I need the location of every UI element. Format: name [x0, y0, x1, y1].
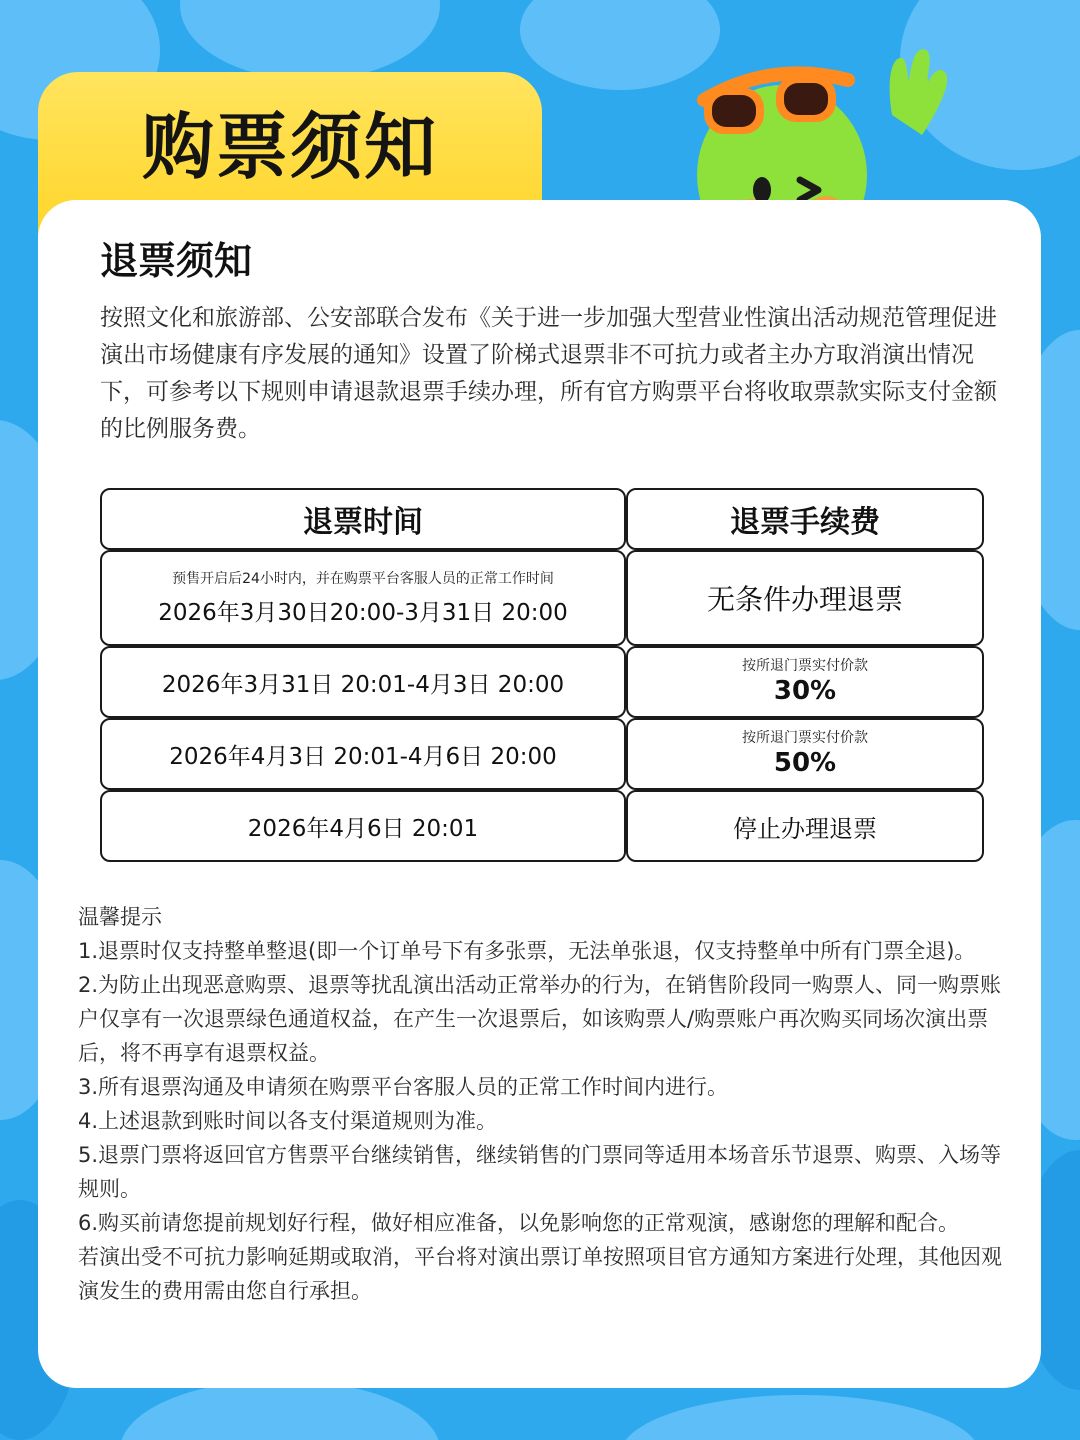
table-row-fee	[626, 718, 984, 790]
tip-item: 2.为防止出现恶意购票、退票等扰乱演出活动正常举办的行为，在销售阶段同一购票人、同一购票账户仅享有一次退票绿色通道权益，在产生一次退票后，如该购票人/购票账户再次购买同场次演出票后，将不再享有退票权益。	[78, 973, 1002, 1065]
table-row-fee	[626, 550, 984, 646]
fee-value: 无条件办理退票	[706, 583, 903, 616]
header-label: 退票手续费	[730, 505, 880, 540]
header-label: 退票时间	[303, 505, 423, 540]
time-range: 2026年3月30日20:00-3月31日 20:00	[158, 599, 568, 626]
tip-item: 1.退票时仅支持整单整退(即一个订单号下有多张票，无法单张退，仅支持整单中所有门票全退)。	[78, 939, 976, 963]
table-row-time	[100, 646, 626, 718]
table-row-fee	[626, 790, 984, 862]
table-row-time	[100, 718, 626, 790]
fee-value: 30%	[773, 676, 837, 706]
intro-paragraph: 按照文化和旅游部、公安部联合发布《关于进一步加强大型营业性演出活动规范管理促进演出市场健康有序发展的通知》设置了阶梯式退票非不可抗力或者主办方取消演出情况下，可参考以下规则申请退款退票手续办理，所有官方购票平台将收取票款实际支付金额的比例服务费。	[100, 305, 997, 442]
table-row-fee	[626, 646, 984, 718]
tips-section	[78, 900, 1008, 1308]
tips-title: 温馨提示	[78, 905, 162, 929]
table-header-time	[100, 488, 626, 550]
fee-value: 停止办理退票	[733, 814, 877, 843]
page-title: 购票须知	[142, 105, 439, 189]
tip-item: 3.所有退票沟通及申请须在购票平台客服人员的正常工作时间内进行。	[78, 1075, 729, 1099]
fee-note: 按所退门票实付价款	[742, 658, 868, 674]
section-title: 退票须知	[100, 239, 253, 283]
fee-value: 50%	[773, 748, 837, 778]
time-range: 2026年3月31日 20:01-4月3日 20:00	[161, 671, 565, 698]
tip-item: 6.购买前请您提前规划好行程，做好相应准备，以免影响您的正常观演，感谢您的理解和配合。	[78, 1211, 960, 1235]
tip-item: 5.退票门票将返回官方售票平台继续销售，继续销售的门票同等适用本场音乐节退票、购票、入场等规则。	[78, 1143, 1002, 1201]
table-row-time	[100, 550, 626, 646]
time-range: 2026年4月3日 20:01-4月6日 20:00	[169, 743, 557, 770]
table-row-time	[100, 790, 626, 862]
tip-item: 4.上述退款到账时间以各支付渠道规则为准。	[78, 1109, 498, 1133]
tip-item: 若演出受不可抗力影响延期或取消，平台将对演出票订单按照项目官方通知方案进行处理，其他因观演发生的费用需由您自行承担。	[78, 1245, 1002, 1303]
time-range: 2026年4月6日 20:01	[247, 815, 479, 842]
table-header-fee	[626, 488, 984, 550]
time-note: 预售开启后24小时内，并在购票平台客服人员的正常工作时间	[172, 570, 554, 587]
fee-note: 按所退门票实付价款	[742, 730, 868, 746]
